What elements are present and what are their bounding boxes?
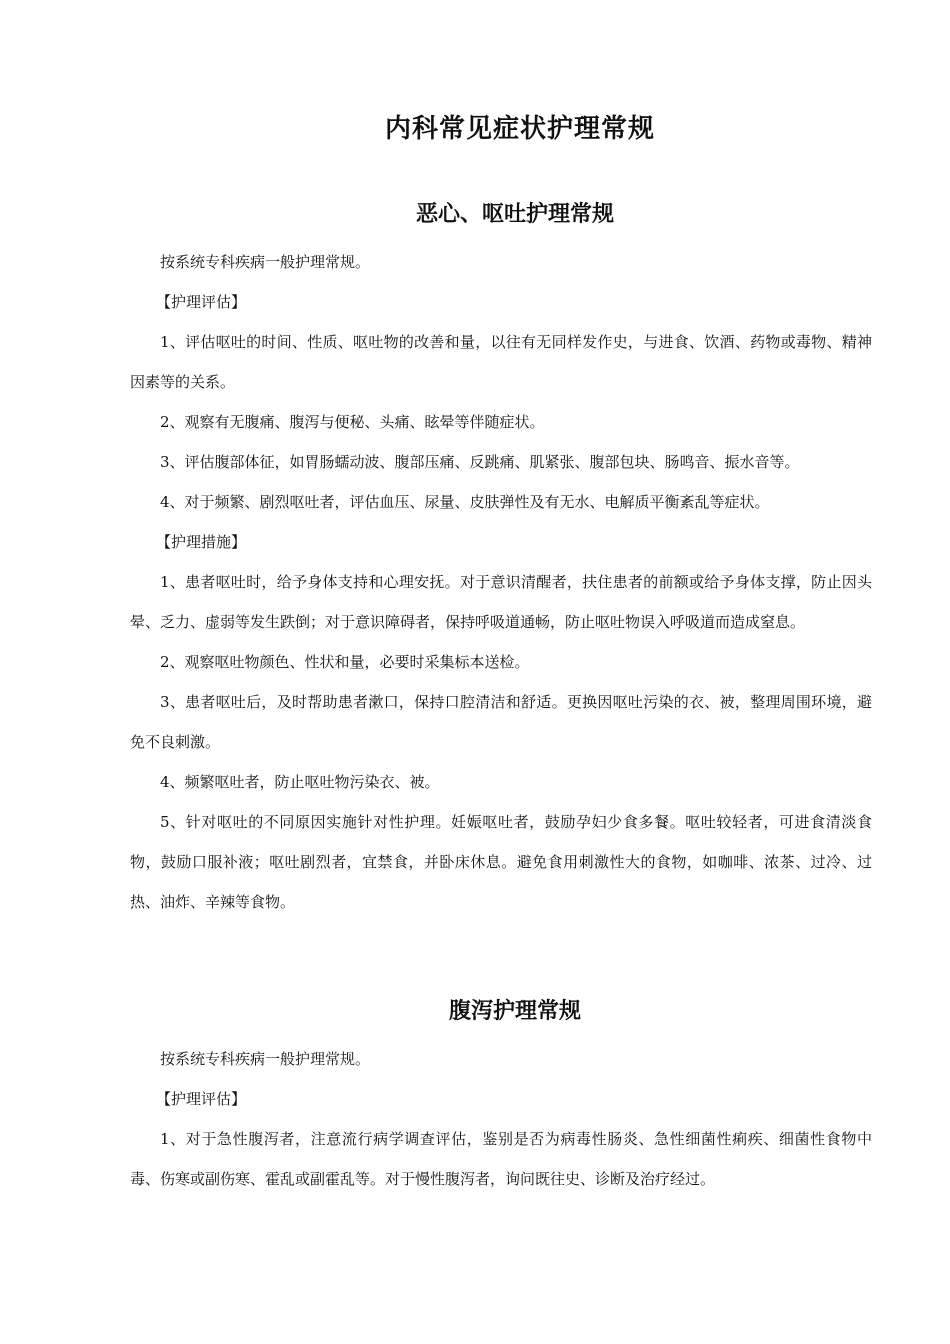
section-body-nausea-vomiting (130, 242, 872, 922)
measure-item: 3、患者呕吐后，及时帮助患者漱口，保持口腔清洁和舒适。更换因呕吐污染的衣、被，整理周围环境，避免不良刺激。 (130, 693, 872, 751)
measure-item: 1、患者呕吐时，给予身体支持和心理安抚。对于意识清醒者，扶住患者的前额或给予身体支撑，防止因头晕、乏力、虚弱等发生跌倒；对于意识障碍者，保持呼吸道通畅，防止呕吐物误入呼吸道而造成窒息。 (130, 573, 872, 631)
section-intro: 按系统专科疾病一般护理常规。 (160, 253, 371, 271)
assessment-label: 【护理评估】 (156, 1090, 247, 1108)
assessment-item: 3、评估腹部体征，如胃肠蠕动波、腹部压痛、反跳痛、肌紧张、腹部包块、肠鸣音、振水音等。 (160, 453, 800, 471)
measures-label: 【护理措施】 (156, 533, 247, 551)
document-title: 内科常见症状护理常规 (384, 114, 655, 144)
section-heading-nausea-vomiting: 恶心、呕吐护理常规 (415, 202, 614, 227)
section-body-diarrhea (130, 1039, 872, 1199)
assessment-item: 2、观察有无腹痛、腹泻与便秘、头痛、眩晕等伴随症状。 (160, 413, 545, 431)
assessment-item: 1、对于急性腹泻者，注意流行病学调查评估，鉴别是否为病毒性肠炎、急性细菌性痢疾、细菌性食物中毒、伤寒或副伤寒、霍乱或副霍乱等。对于慢性腹泻者，询问既往史、诊断及治疗经过。 (130, 1130, 872, 1188)
section-intro: 按系统专科疾病一般护理常规。 (160, 1050, 371, 1068)
section-heading-diarrhea: 腹泻护理常规 (448, 999, 581, 1024)
assessment-item: 4、对于频繁、剧烈呕吐者，评估血压、尿量、皮肤弹性及有无水、电解质平衡紊乱等症状。 (160, 493, 770, 511)
measure-item: 4、频繁呕吐者，防止呕吐物污染衣、被。 (160, 773, 440, 791)
assessment-label: 【护理评估】 (156, 293, 247, 311)
assessment-item: 1、评估呕吐的时间、性质、呕吐物的改善和量，以往有无同样发作史，与进食、饮酒、药物或毒物、精神因素等的关系。 (130, 333, 872, 391)
measure-item: 2、观察呕吐物颜色、性状和量，必要时采集标本送检。 (160, 653, 530, 671)
measure-item: 5、针对呕吐的不同原因实施针对性护理。妊娠呕吐者，鼓励孕妇少食多餐。呕吐较轻者，可进食清淡食物，鼓励口服补液；呕吐剧烈者，宜禁食，并卧床休息。避免食用刺激性大的食物，如咖啡、浓茶、过冷、过热、油炸、辛辣等食物。 (130, 813, 872, 911)
